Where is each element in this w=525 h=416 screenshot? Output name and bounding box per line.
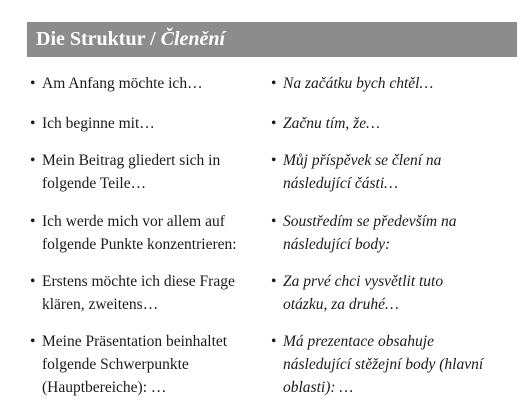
list-item-cz-5 [271, 270, 513, 316]
phrase-line: Má prezentace obsahuje [283, 333, 434, 350]
phrase-line: Můj příspěvek se člení na [283, 152, 442, 169]
phrase-line: folgende Schwerpunkte [42, 356, 189, 373]
phrase-line: Meine Präsentation beinhaltet [42, 333, 228, 350]
list-item-cz-2 [271, 112, 513, 135]
list-item-de-4 [30, 210, 277, 256]
phrase-line: Začnu tím, že… [283, 115, 380, 132]
list-item-de-5 [30, 270, 277, 316]
phrase-line: Erstens möchte ich diese Frage [42, 273, 235, 290]
bullet-icon: • [271, 273, 277, 290]
phrase-line: (Hauptbereiche): … [42, 379, 167, 396]
bullet-icon: • [271, 152, 277, 169]
phrase-line: klären, zweitens… [42, 296, 159, 313]
bullet-icon: • [30, 273, 36, 290]
phrase-line: folgende Punkte konzentrieren: [42, 236, 237, 253]
phrase-line: oblasti): … [283, 379, 354, 396]
phrase-line: následující body: [283, 236, 391, 253]
bullet-icon: • [271, 75, 277, 92]
bullet-icon: • [30, 333, 36, 350]
bullet-icon: • [30, 75, 36, 92]
header-separator: / [145, 28, 161, 50]
list-item-cz-1 [271, 72, 513, 95]
bullet-icon: • [271, 115, 277, 132]
phrase-line: Soustředím se především na [283, 213, 457, 230]
list-item-de-6 [30, 330, 277, 399]
phrase-line: Am Anfang möchte ich… [42, 75, 203, 92]
list-item-cz-6 [271, 330, 513, 399]
phrase-line: otázku, za druhé… [283, 296, 399, 313]
bullet-icon: • [30, 115, 36, 132]
bullet-icon: • [30, 213, 36, 230]
phrase-line: Mein Beitrag gliedert sich in [42, 152, 221, 169]
bullet-icon: • [271, 213, 277, 230]
bullet-icon: • [271, 333, 277, 350]
phrase-line: Na začátku bych chtěl… [283, 75, 434, 92]
list-item-de-3 [30, 149, 277, 195]
bullet-icon: • [30, 152, 36, 169]
header-title-german: Die Struktur [36, 28, 146, 50]
phrase-line: folgende Teile… [42, 175, 147, 192]
phrase-line: následující stěžejní body (hlavní [283, 356, 484, 373]
phrase-line: následující části… [283, 175, 398, 192]
list-item-de-1 [30, 72, 277, 95]
list-item-cz-3 [271, 149, 513, 195]
phrase-line: Za prvé chci vysvětlit tuto [283, 273, 444, 290]
phrase-line: Ich beginne mit… [42, 115, 155, 132]
section-header [27, 22, 517, 57]
phrase-line: Ich werde mich vor allem auf [42, 213, 225, 230]
header-title-czech: Členění [160, 28, 226, 50]
list-item-de-2 [30, 112, 277, 135]
list-item-cz-4 [271, 210, 513, 256]
